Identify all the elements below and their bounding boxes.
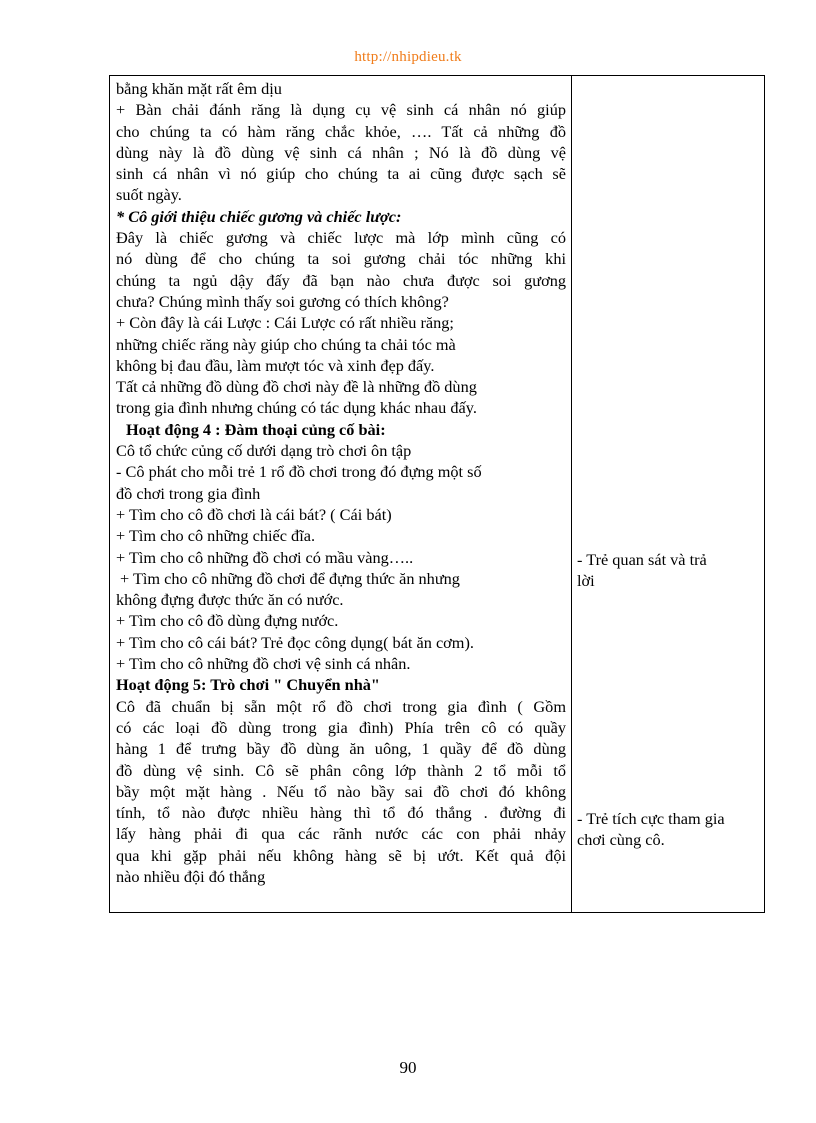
note-line: lời (577, 571, 595, 591)
text-line: - Cô phát cho mỗi trẻ 1 rổ đồ chơi trong đó đựng một số (116, 462, 482, 482)
text-line: + Tìm cho cô những đồ chơi vệ sinh cá nhân. (116, 654, 411, 674)
text-line: không bị đau đầu, làm mượt tóc và xinh đẹp đấy. (116, 355, 435, 375)
text-line: + Bàn chải đánh răng là dụng cụ vệ sinh cá nhân nó giúp (116, 100, 566, 120)
text-line: dùng này là đồ dùng vệ sinh cá nhân ; Nó là đồ dùng vệ (116, 142, 566, 162)
text-line: + Tìm cho cô đồ dùng đựng nước. (116, 611, 339, 631)
text-line: Cô đã chuẩn bị sẵn một rổ đồ chơi trong gia đình ( Gồm (116, 696, 566, 716)
text-line: qua khi gặp phải nếu không hàng sẽ bị ướt. Kết quả đội (116, 845, 566, 865)
child-activity-note (577, 549, 762, 592)
text-line: Đây là chiếc gương và chiếc lược mà lớp mình cũng có (116, 228, 566, 248)
text-line: + Tìm cho cô những đồ chơi có mầu vàng….. (116, 547, 414, 567)
text-line: đồ dùng vệ sinh. Cô sẽ phân công lớp thành 2 tổ mỗi tổ (116, 760, 566, 780)
text-line: Cô tổ chức củng cố dưới dạng trò chơi ôn tập (116, 441, 412, 461)
note-line: - Trẻ quan sát và trả (577, 550, 707, 569)
text-line: đồ chơi trong gia đình (116, 483, 261, 503)
column-divider (571, 76, 572, 912)
text-line: những chiếc răng này giúp cho chúng ta chải tóc mà (116, 334, 456, 354)
text-line: + Tìm cho cô đồ chơi là cái bát? ( Cái bát) (116, 504, 392, 524)
lesson-table (109, 75, 765, 913)
text-line: + Tìm cho cô cái bát? Trẻ đọc công dụng( bát ăn cơm). (116, 632, 474, 652)
activity-heading: Hoạt động 5: Trò chơi " Chuyển nhà" (116, 675, 380, 695)
section-heading: * Cô giới thiệu chiếc gương và chiếc lược: (116, 206, 402, 226)
text-line: không đựng được thức ăn có nước. (116, 590, 344, 610)
text-line: nào nhiều đội đó thắng (116, 866, 266, 886)
child-activity-note (577, 808, 762, 851)
note-line: chơi cùng cô. (577, 830, 665, 850)
text-line: lấy hàng phải đi qua các rãnh nước các con phải nhảy (116, 824, 566, 844)
text-line: nó dùng để cho chúng ta soi gương chải tóc những khi (116, 249, 566, 269)
text-line: trong gia đình nhưng chúng có tác dụng khác nhau đấy. (116, 398, 477, 418)
text-line: Tất cả những đồ dùng đồ chơi này đề là những đồ dùng (116, 377, 477, 397)
page-number: 90 (399, 1058, 417, 1077)
text-line: chúng ta ngủ dậy đấy đã bạn nào chưa được soi gương (116, 270, 566, 290)
text-line: bằng khăn mặt rất êm dịu (116, 79, 282, 98)
text-line: + Tìm cho cô những chiếc đĩa. (116, 526, 316, 546)
text-line: + Tìm cho cô những đồ chơi để đựng thức ăn nhưng (120, 568, 460, 588)
text-line: chưa? Chúng mình thấy soi gương có thích không? (116, 291, 449, 311)
text-line: cho chúng ta có hàm răng chắc khỏe, …. Tất cả những đồ (116, 121, 566, 141)
text-line: hàng 1 để trưng bầy đồ dùng ăn uông, 1 quầy để đồ dùng (116, 739, 566, 759)
activity-heading: Hoạt động 4 : Đàm thoại củng cố bài: (126, 419, 386, 439)
activity-content-column (116, 78, 566, 887)
text-line: sinh cá nhân vì nó giúp cho chúng ta ai cũng được sạch sẽ (116, 164, 566, 184)
text-line: suốt ngày. (116, 185, 182, 205)
text-line: có các loại đồ dùng trong gia đình) Phía trên cô có quầy (116, 717, 566, 737)
text-line: bầy một mặt hàng . Nếu tổ nào bầy sai đồ chơi đó không (116, 781, 566, 801)
text-line: + Còn đây là cái Lược : Cái Lược có rất nhiều răng; (116, 313, 454, 333)
header-url[interactable]: http://nhipdieu.tk (354, 49, 462, 65)
note-line: - Trẻ tích cực tham gia (577, 809, 725, 828)
text-line: tính, tổ nào được nhiều hàng thì tổ đó thắng . đường đi (116, 803, 566, 823)
